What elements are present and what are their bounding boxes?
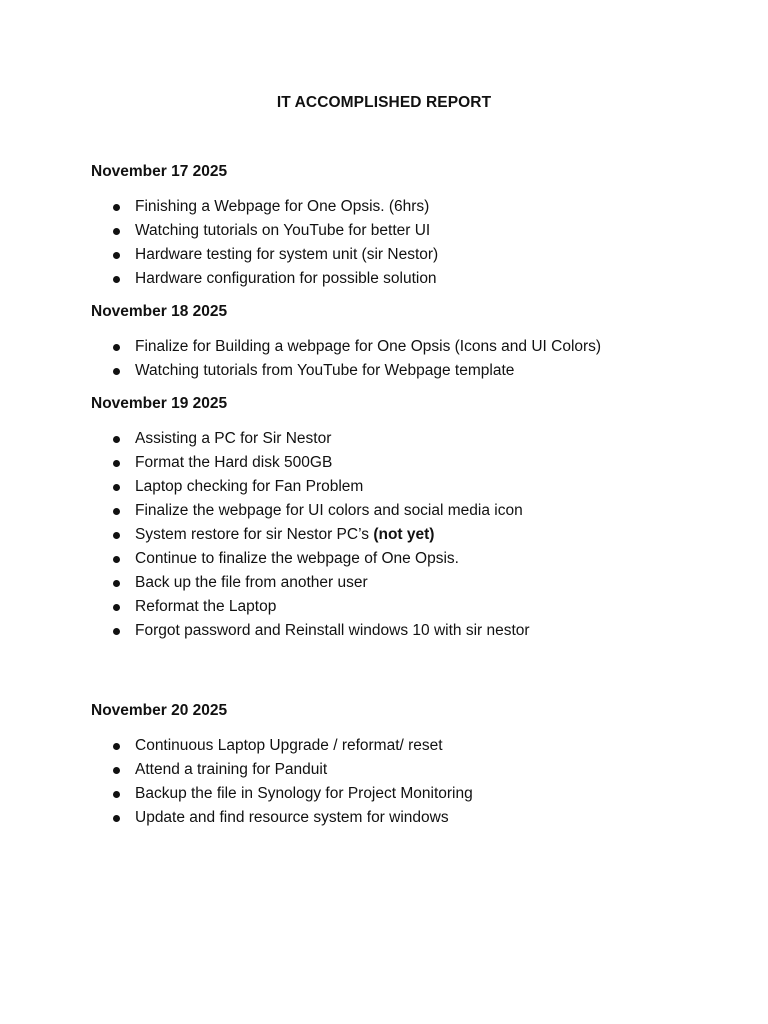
list-item bbox=[91, 499, 530, 523]
list-item-text: Attend a training for Panduit bbox=[135, 761, 328, 778]
bullet-icon bbox=[113, 228, 120, 235]
bullet-icon bbox=[113, 815, 120, 822]
list-item-text: Back up the file from another user bbox=[135, 574, 368, 591]
list-item-text: Format the Hard disk 500GB bbox=[135, 454, 333, 471]
bullet-icon bbox=[113, 484, 120, 491]
list-item-text: Forgot password and Reinstall windows 10 with sir nestor bbox=[135, 622, 530, 639]
list-item bbox=[91, 547, 530, 571]
section-date-nov-17: November 17 2025 bbox=[91, 163, 228, 180]
bullet-icon bbox=[113, 767, 120, 774]
list-item-text: System restore for sir Nestor PC’s bbox=[135, 526, 369, 543]
list-item-text: Hardware testing for system unit (sir Nestor) bbox=[135, 246, 439, 263]
list-item bbox=[91, 359, 601, 383]
bullet-icon bbox=[113, 276, 120, 283]
list-item bbox=[91, 523, 530, 547]
list-item bbox=[91, 243, 438, 267]
list-item-text: Continue to finalize the webpage of One Opsis. bbox=[135, 550, 459, 567]
list-item-text: Finalize for Building a webpage for One Opsis (Icons and UI Colors) bbox=[135, 338, 602, 355]
list-item bbox=[91, 195, 438, 219]
bullet-icon bbox=[113, 580, 120, 587]
bullet-icon bbox=[113, 508, 120, 515]
list-item bbox=[91, 758, 473, 782]
list-item-text: Continuous Laptop Upgrade / reformat/ reset bbox=[135, 737, 443, 754]
list-item-text: Backup the file in Synology for Project Monitoring bbox=[135, 785, 473, 802]
list-item bbox=[91, 571, 530, 595]
status-note: (not yet) bbox=[373, 526, 435, 543]
list-item-text: Finishing a Webpage for One Opsis. (6hrs) bbox=[135, 198, 430, 215]
bullet-icon bbox=[113, 743, 120, 750]
list-item bbox=[91, 806, 473, 830]
list-item-text: Assisting a PC for Sir Nestor bbox=[135, 430, 332, 447]
list-item-text: Watching tutorials from YouTube for Webpage template bbox=[135, 362, 515, 379]
list-item bbox=[91, 267, 438, 291]
list-item-text: Laptop checking for Fan Problem bbox=[135, 478, 364, 495]
list-item bbox=[91, 335, 601, 359]
list-item bbox=[91, 619, 530, 643]
list-item bbox=[91, 595, 530, 619]
task-list-nov-17 bbox=[91, 195, 438, 291]
list-item-text: Finalize the webpage for UI colors and social media icon bbox=[135, 502, 523, 519]
bullet-icon bbox=[113, 628, 120, 635]
list-item bbox=[91, 782, 473, 806]
bullet-icon bbox=[113, 604, 120, 611]
report-title: IT ACCOMPLISHED REPORT bbox=[276, 94, 492, 111]
bullet-icon bbox=[113, 532, 120, 539]
bullet-icon bbox=[113, 344, 120, 351]
list-item bbox=[91, 219, 438, 243]
bullet-icon bbox=[113, 252, 120, 259]
list-item-text: Reformat the Laptop bbox=[135, 598, 277, 615]
bullet-icon bbox=[113, 791, 120, 798]
bullet-icon bbox=[113, 556, 120, 563]
list-item-text: Update and find resource system for windows bbox=[135, 809, 449, 826]
bullet-icon bbox=[113, 368, 120, 375]
list-item bbox=[91, 451, 530, 475]
list-item bbox=[91, 734, 473, 758]
bullet-icon bbox=[113, 204, 120, 211]
list-item bbox=[91, 427, 530, 451]
list-item-text: Hardware configuration for possible solution bbox=[135, 270, 437, 287]
bullet-icon bbox=[113, 460, 120, 467]
task-list-nov-19 bbox=[91, 427, 530, 643]
list-item bbox=[91, 475, 530, 499]
task-list-nov-18 bbox=[91, 335, 601, 383]
task-list-nov-20 bbox=[91, 734, 473, 830]
list-item-text: Watching tutorials on YouTube for better UI bbox=[135, 222, 431, 239]
section-date-nov-18: November 18 2025 bbox=[91, 303, 228, 320]
section-date-nov-20: November 20 2025 bbox=[91, 702, 228, 719]
section-date-nov-19: November 19 2025 bbox=[91, 395, 228, 412]
bullet-icon bbox=[113, 436, 120, 443]
